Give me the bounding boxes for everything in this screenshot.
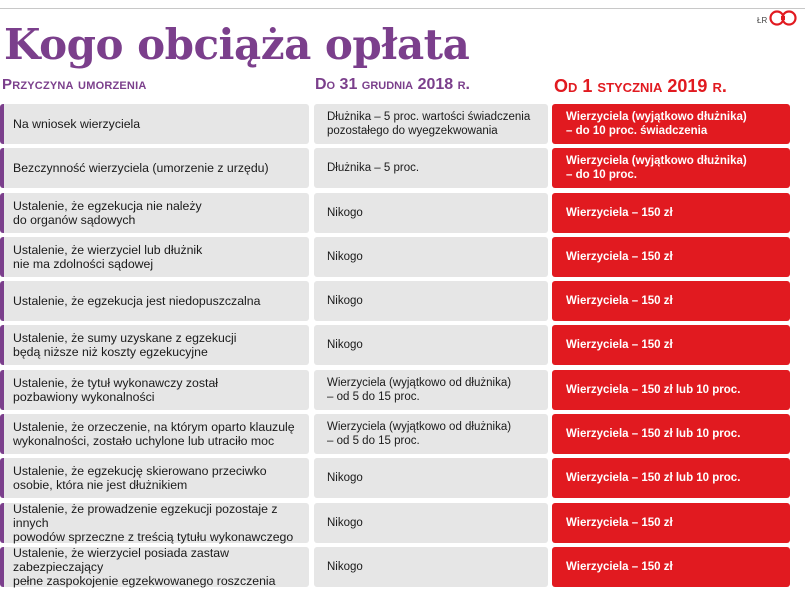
column-header-until-2018: Do 31 grudnia 2018 r. bbox=[315, 76, 471, 93]
reason-cell-text: Ustalenie, że egzekucję skierowano przeciwko osobie, która nie jest dłużnikiem bbox=[13, 464, 267, 493]
reason-cell-text: Ustalenie, że orzeczenie, na którym oparto klauzulę wykonalności, zostało uchylone lub utraciło moc bbox=[13, 420, 295, 449]
reason-cell bbox=[0, 104, 309, 144]
until-2018-cell bbox=[314, 281, 548, 321]
reason-cell bbox=[0, 193, 309, 233]
until-2018-cell-text: Dłużnika – 5 proc. bbox=[327, 162, 420, 175]
from-2019-cell bbox=[552, 104, 790, 144]
reason-cell-text: Ustalenie, że tytuł wykonawczy został pozbawiony wykonalności bbox=[13, 375, 219, 404]
from-2019-cell bbox=[552, 325, 790, 365]
from-2019-cell bbox=[552, 370, 790, 410]
from-2019-cell-text: Wierzyciela – 150 zł bbox=[566, 250, 673, 263]
until-2018-cell-text: Nikogo bbox=[327, 339, 363, 352]
reason-cell bbox=[0, 547, 309, 587]
from-2019-cell bbox=[552, 193, 790, 233]
until-2018-cell bbox=[314, 193, 548, 233]
top-rule bbox=[0, 8, 805, 9]
until-2018-cell-text: Nikogo bbox=[327, 472, 363, 485]
from-2019-cell-text: Wierzyciela – 150 zł lub 10 proc. bbox=[566, 472, 741, 485]
from-2019-cell-text: Wierzyciela – 150 zł bbox=[566, 206, 673, 219]
from-2019-cell-text: Wierzyciela – 150 zł bbox=[566, 295, 673, 308]
reason-cell bbox=[0, 458, 309, 498]
from-2019-cell-text: Wierzyciela – 150 zł bbox=[566, 560, 673, 573]
reason-cell-text: Bezczynność wierzyciela (umorzenie z urzędu) bbox=[13, 161, 269, 176]
until-2018-cell bbox=[314, 458, 548, 498]
until-2018-cell bbox=[314, 148, 548, 188]
table-row bbox=[0, 237, 805, 281]
reason-cell-text: Ustalenie, że sumy uzyskane z egzekucji będą niższe niż koszty egzekucyjne bbox=[13, 331, 237, 360]
page-title: Kogo obciąża opłata bbox=[4, 20, 470, 69]
from-2019-cell bbox=[552, 148, 790, 188]
until-2018-cell bbox=[314, 104, 548, 144]
reason-cell-text: Ustalenie, że prowadzenie egzekucji pozostaje z innych powodów sprzeczne z treścią tytułu wykonawczego bbox=[13, 501, 294, 544]
table-row bbox=[0, 414, 805, 458]
from-2019-cell bbox=[552, 503, 790, 543]
from-2019-cell-text: Wierzyciela (wyjątkowo dłużnika) – do 10 proc. świadczenia bbox=[566, 111, 747, 137]
reason-cell-text: Na wniosek wierzyciela bbox=[13, 117, 141, 131]
until-2018-cell bbox=[314, 237, 548, 277]
reason-cell bbox=[0, 237, 309, 277]
until-2018-cell bbox=[314, 503, 548, 543]
reason-cell-text: Ustalenie, że wierzyciel posiada zastaw zabezpieczający pełne zaspokojenie egzekwowanego roszczenia bbox=[13, 545, 276, 588]
table-row bbox=[0, 281, 805, 325]
table-row bbox=[0, 503, 805, 547]
until-2018-cell bbox=[314, 547, 548, 587]
publisher-logo-icon bbox=[769, 10, 797, 26]
until-2018-cell-text: Wierzyciela (wyjątkowo od dłużnika) – od 5 do 15 proc. bbox=[327, 421, 512, 448]
reason-cell bbox=[0, 503, 309, 543]
from-2019-cell-text: Wierzyciela – 150 zł lub 10 proc. bbox=[566, 383, 741, 396]
until-2018-cell-text: Wierzyciela (wyjątkowo od dłużnika) – od 5 do 15 proc. bbox=[327, 376, 512, 403]
from-2019-cell bbox=[552, 414, 790, 454]
until-2018-cell-text: Nikogo bbox=[327, 250, 363, 263]
until-2018-cell bbox=[314, 325, 548, 365]
reason-cell bbox=[0, 148, 309, 188]
until-2018-cell-text: Nikogo bbox=[327, 516, 363, 529]
from-2019-cell-text: Wierzyciela (wyjątkowo dłużnika) – do 10 proc. bbox=[566, 155, 747, 182]
from-2019-cell-text: Wierzyciela – 150 zł lub 10 proc. bbox=[566, 428, 741, 441]
table-row bbox=[0, 148, 805, 192]
until-2018-cell-text: Nikogo bbox=[327, 295, 363, 308]
from-2019-cell-text: Wierzyciela – 150 zł bbox=[566, 516, 673, 529]
until-2018-cell-text: Dłużnika – 5 proc. wartości świadczenia pozostałego do wyegzekwowania bbox=[327, 111, 531, 137]
reason-cell bbox=[0, 370, 309, 410]
reason-cell bbox=[0, 325, 309, 365]
until-2018-cell bbox=[314, 414, 548, 454]
reason-cell-text: Ustalenie, że egzekucja nie należy do organów sądowych bbox=[13, 198, 202, 227]
from-2019-cell bbox=[552, 281, 790, 321]
author-credit: ŁR bbox=[757, 16, 768, 25]
until-2018-cell-text: Nikogo bbox=[327, 206, 363, 219]
table-row bbox=[0, 547, 805, 591]
from-2019-cell-text: Wierzyciela – 150 zł bbox=[566, 339, 673, 352]
table-row bbox=[0, 193, 805, 237]
reason-cell bbox=[0, 281, 309, 321]
table-row bbox=[0, 458, 805, 502]
column-header-from-2019: Od 1 stycznia 2019 r. bbox=[554, 76, 727, 96]
reason-cell bbox=[0, 414, 309, 454]
fee-table bbox=[0, 104, 805, 591]
column-header-reason: Przyczyna umorzenia bbox=[2, 76, 147, 93]
from-2019-cell bbox=[552, 458, 790, 498]
from-2019-cell bbox=[552, 547, 790, 587]
table-row bbox=[0, 104, 805, 148]
from-2019-cell bbox=[552, 237, 790, 277]
reason-cell-text: Ustalenie, że wierzyciel lub dłużnik nie ma zdolności sądowej bbox=[13, 242, 203, 271]
until-2018-cell-text: Nikogo bbox=[327, 560, 363, 573]
reason-cell-text: Ustalenie, że egzekucja jest niedopuszczalna bbox=[13, 294, 261, 309]
until-2018-cell bbox=[314, 370, 548, 410]
table-row bbox=[0, 370, 805, 414]
table-row bbox=[0, 325, 805, 369]
